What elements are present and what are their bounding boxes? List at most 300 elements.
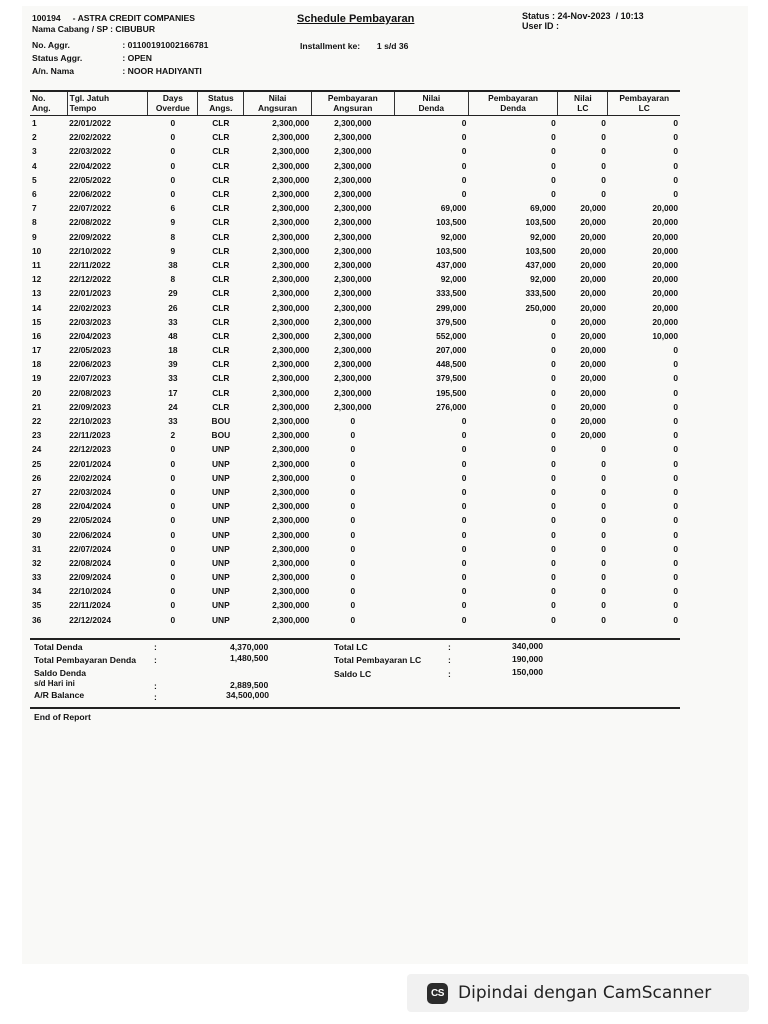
cell-days-overdue: 0 <box>170 132 176 143</box>
col-header-line: LC <box>638 102 650 113</box>
cell-pembayaran-lc: 0 <box>673 174 678 185</box>
cell-tgl-jatuh-tempo: 22/11/2022 <box>69 259 111 270</box>
cell-pembayaran-lc: 0 <box>673 345 678 356</box>
cell-no: 4 <box>32 160 37 171</box>
table-row <box>30 371 680 385</box>
cell-nilai-lc: 0 <box>601 458 606 469</box>
cell-pembayaran-denda: 92,000 <box>530 231 556 242</box>
table-row <box>30 400 680 414</box>
cell-status-angs: CLR <box>212 160 230 171</box>
cell-pembayaran-angsuran: 0 <box>350 572 356 583</box>
cell-tgl-jatuh-tempo: 22/05/2024 <box>69 515 111 526</box>
cell-nilai-angsuran: 2,300,000 <box>272 288 310 299</box>
cell-tgl-jatuh-tempo: 22/06/2024 <box>69 529 111 540</box>
cell-nilai-denda: 0 <box>461 501 467 512</box>
summary-colon: : <box>448 655 451 665</box>
cell-pembayaran-denda: 103,500 <box>525 245 556 256</box>
cell-pembayaran-denda: 69,000 <box>530 203 556 214</box>
summary-colon: : <box>448 642 451 652</box>
cell-status-angs: UNP <box>211 458 230 469</box>
summary-colon: : <box>154 681 157 691</box>
summary-bottom-rule <box>30 707 680 709</box>
cell-nilai-angsuran: 2,300,000 <box>272 458 310 469</box>
cell-nilai-lc: 20,000 <box>580 302 606 313</box>
cell-days-overdue: 0 <box>170 557 176 568</box>
cell-status-angs: UNP <box>211 572 230 583</box>
cell-pembayaran-lc: 0 <box>673 586 678 597</box>
cell-days-overdue: 0 <box>170 572 176 583</box>
cell-no: 33 <box>32 572 42 583</box>
cell-tgl-jatuh-tempo: 22/09/2022 <box>69 231 111 242</box>
col-header-nilai-lc <box>558 91 608 116</box>
cell-nilai-angsuran: 2,300,000 <box>272 316 310 327</box>
cell-pembayaran-angsuran: 2,300,000 <box>334 359 372 370</box>
cell-status-angs: CLR <box>212 387 230 398</box>
col-header-pembayaran-lc <box>608 91 680 116</box>
cell-status-angs: CLR <box>212 174 230 185</box>
cell-no: 29 <box>32 515 42 526</box>
cell-pembayaran-lc: 0 <box>673 472 678 483</box>
cell-nilai-lc: 20,000 <box>580 330 606 341</box>
installment-line <box>300 41 408 51</box>
cell-pembayaran-angsuran: 2,300,000 <box>334 203 372 214</box>
cell-days-overdue: 0 <box>170 472 176 483</box>
cell-days-overdue: 8 <box>170 231 176 242</box>
cell-nilai-lc: 0 <box>601 118 606 129</box>
total-pemb-lc-value: 190,000 <box>512 654 544 664</box>
cell-status-angs: UNP <box>211 444 230 455</box>
col-header-line: Nilai <box>574 93 592 103</box>
cell-nilai-lc: 20,000 <box>580 416 606 427</box>
status-label: Status <box>522 11 550 21</box>
table-bottom-rule <box>30 638 680 640</box>
table-row <box>30 300 680 314</box>
cell-nilai-lc: 0 <box>601 543 606 554</box>
cell-no: 10 <box>32 245 42 256</box>
table-row <box>30 584 680 598</box>
table-row <box>30 513 680 527</box>
cell-no: 22 <box>32 416 42 427</box>
cell-pembayaran-angsuran: 0 <box>350 529 356 540</box>
saldo-denda-value: 2,889,500 <box>230 680 269 690</box>
col-header-line: Pembayaran <box>488 93 538 103</box>
schedule-table <box>30 90 680 627</box>
cell-nilai-denda: 0 <box>461 557 467 568</box>
cell-pembayaran-denda: 0 <box>551 444 556 455</box>
cell-days-overdue: 18 <box>168 345 178 356</box>
cell-pembayaran-lc: 0 <box>673 557 678 568</box>
company-code: 100194 <box>32 13 61 23</box>
cell-pembayaran-denda: 0 <box>551 543 556 554</box>
cell-pembayaran-angsuran: 2,300,000 <box>334 146 372 157</box>
company-line <box>32 13 195 24</box>
cell-pembayaran-lc: 20,000 <box>652 259 678 270</box>
cell-days-overdue: 0 <box>170 543 176 554</box>
table-row <box>30 542 680 556</box>
cell-no: 19 <box>32 373 42 384</box>
cell-nilai-denda: 379,500 <box>436 316 467 327</box>
an-nama-value: : NOOR HADIYANTI <box>122 66 202 76</box>
cell-status-angs: UNP <box>211 600 230 611</box>
cell-no: 7 <box>32 203 37 214</box>
cell-nilai-denda: 0 <box>461 444 467 455</box>
cell-no: 27 <box>32 486 42 497</box>
cell-no: 30 <box>32 529 42 540</box>
cell-nilai-denda: 448,500 <box>436 359 467 370</box>
cell-nilai-angsuran: 2,300,000 <box>272 118 310 129</box>
cell-tgl-jatuh-tempo: 22/10/2024 <box>69 586 111 597</box>
cell-nilai-denda: 437,000 <box>436 259 467 270</box>
cell-pembayaran-lc: 0 <box>673 373 678 384</box>
col-header-line: Angs. <box>209 102 233 113</box>
cell-pembayaran-denda: 0 <box>551 416 556 427</box>
cell-pembayaran-lc: 20,000 <box>652 231 678 242</box>
cell-nilai-lc: 0 <box>601 572 606 583</box>
cell-nilai-denda: 0 <box>461 614 467 625</box>
cell-nilai-denda: 195,500 <box>436 387 467 398</box>
cell-nilai-lc: 20,000 <box>580 231 606 242</box>
cell-tgl-jatuh-tempo: 22/01/2022 <box>69 118 111 129</box>
cell-pembayaran-denda: 0 <box>551 472 556 483</box>
cell-nilai-lc: 0 <box>601 515 606 526</box>
cell-status-angs: CLR <box>212 132 230 143</box>
cell-pembayaran-lc: 0 <box>673 543 678 554</box>
cell-days-overdue: 33 <box>168 373 178 384</box>
cell-nilai-denda: 0 <box>461 529 467 540</box>
cell-pembayaran-lc: 10,000 <box>652 330 678 341</box>
col-header-pembayaran-denda <box>468 91 557 116</box>
table-row <box>30 315 680 329</box>
cell-pembayaran-lc: 0 <box>673 486 678 497</box>
cell-pembayaran-denda: 0 <box>551 486 556 497</box>
cell-days-overdue: 26 <box>168 302 178 313</box>
cell-nilai-lc: 20,000 <box>580 401 606 412</box>
cell-nilai-denda: 0 <box>461 118 467 129</box>
cell-nilai-angsuran: 2,300,000 <box>272 586 310 597</box>
cell-tgl-jatuh-tempo: 22/08/2024 <box>69 557 111 568</box>
cell-no: 8 <box>32 217 37 228</box>
cell-pembayaran-angsuran: 2,300,000 <box>334 330 372 341</box>
cell-tgl-jatuh-tempo: 22/09/2024 <box>69 572 111 583</box>
cell-nilai-angsuran: 2,300,000 <box>272 245 310 256</box>
cell-tgl-jatuh-tempo: 22/11/2024 <box>69 600 111 611</box>
cell-days-overdue: 0 <box>170 529 176 540</box>
cell-pembayaran-lc: 0 <box>673 189 678 200</box>
table-body <box>30 116 680 627</box>
cell-nilai-denda: 103,500 <box>436 245 467 256</box>
cell-pembayaran-lc: 0 <box>673 529 678 540</box>
cell-nilai-denda: 0 <box>461 174 467 185</box>
cell-nilai-lc: 0 <box>601 189 606 200</box>
cell-no: 9 <box>32 231 37 242</box>
cell-tgl-jatuh-tempo: 22/07/2022 <box>69 203 111 214</box>
cell-no: 6 <box>32 189 37 200</box>
cell-nilai-lc: 0 <box>601 444 606 455</box>
cell-pembayaran-denda: 0 <box>551 118 556 129</box>
cell-nilai-angsuran: 2,300,000 <box>272 146 310 157</box>
cell-status-angs: BOU <box>211 416 231 427</box>
cell-tgl-jatuh-tempo: 22/02/2023 <box>69 302 111 313</box>
cell-days-overdue: 9 <box>170 217 176 228</box>
cell-nilai-angsuran: 2,300,000 <box>272 472 310 483</box>
cell-nilai-angsuran: 2,300,000 <box>272 231 310 242</box>
cell-days-overdue: 2 <box>170 430 176 441</box>
cell-tgl-jatuh-tempo: 22/08/2022 <box>69 217 111 228</box>
cell-tgl-jatuh-tempo: 22/02/2022 <box>69 132 111 143</box>
cell-pembayaran-angsuran: 2,300,000 <box>334 160 372 171</box>
cell-status-angs: CLR <box>212 288 230 299</box>
cell-nilai-lc: 0 <box>601 160 606 171</box>
cell-nilai-denda: 0 <box>461 600 467 611</box>
cell-tgl-jatuh-tempo: 22/06/2023 <box>69 359 111 370</box>
cell-days-overdue: 9 <box>170 245 176 256</box>
cell-nilai-denda: 276,000 <box>436 401 467 412</box>
cell-nilai-denda: 0 <box>461 132 467 143</box>
cell-status-angs: CLR <box>212 231 230 242</box>
total-lc-value: 340,000 <box>512 641 544 651</box>
cell-pembayaran-denda: 0 <box>551 132 556 143</box>
cell-status-angs: CLR <box>212 217 230 228</box>
cell-pembayaran-angsuran: 2,300,000 <box>334 302 372 313</box>
cell-tgl-jatuh-tempo: 22/03/2024 <box>69 486 111 497</box>
cell-pembayaran-lc: 20,000 <box>652 203 678 214</box>
cell-pembayaran-denda: 0 <box>551 430 556 441</box>
cell-nilai-denda: 379,500 <box>436 373 467 384</box>
cell-status-angs: UNP <box>211 515 230 526</box>
cell-days-overdue: 24 <box>168 401 178 412</box>
aggr-no-value: : 01100191002166781 <box>122 40 209 50</box>
cell-nilai-angsuran: 2,300,000 <box>272 274 310 285</box>
cell-no: 2 <box>32 132 37 143</box>
cell-days-overdue: 0 <box>170 515 176 526</box>
cell-days-overdue: 0 <box>170 586 176 597</box>
cell-status-angs: CLR <box>212 302 230 313</box>
cell-tgl-jatuh-tempo: 22/09/2023 <box>69 401 111 412</box>
branch-label: Nama Cabang / SP : <box>32 24 114 34</box>
cell-pembayaran-denda: 0 <box>551 189 556 200</box>
cell-nilai-lc: 20,000 <box>580 288 606 299</box>
cell-pembayaran-lc: 0 <box>673 160 678 171</box>
cell-pembayaran-angsuran: 2,300,000 <box>334 174 372 185</box>
col-header-line: Angsuran <box>333 102 373 113</box>
branch-line <box>32 24 155 35</box>
col-header-no <box>30 91 67 116</box>
table-row <box>30 428 680 442</box>
table-row <box>30 598 680 612</box>
table-row <box>30 499 680 513</box>
col-header-tgl-jatuh-tempo <box>67 91 148 116</box>
cell-pembayaran-lc: 20,000 <box>652 288 678 299</box>
cell-tgl-jatuh-tempo: 22/04/2024 <box>69 501 111 512</box>
cell-tgl-jatuh-tempo: 22/04/2022 <box>69 160 111 171</box>
cell-nilai-denda: 0 <box>461 472 467 483</box>
cell-status-angs: CLR <box>212 316 230 327</box>
cell-no: 21 <box>32 401 42 412</box>
cell-pembayaran-denda: 0 <box>551 160 556 171</box>
cell-nilai-angsuran: 2,300,000 <box>272 416 310 427</box>
col-header-nilai-angsuran <box>244 91 312 116</box>
cell-no: 16 <box>32 330 42 341</box>
user-id-label: User ID : <box>522 21 560 31</box>
cell-nilai-lc: 20,000 <box>580 373 606 384</box>
table-row <box>30 286 680 300</box>
cell-nilai-angsuran: 2,300,000 <box>272 359 310 370</box>
col-header-line: Pembayaran <box>619 93 670 103</box>
cell-pembayaran-angsuran: 2,300,000 <box>334 231 372 242</box>
cell-pembayaran-angsuran: 2,300,000 <box>334 316 372 327</box>
cell-status-angs: CLR <box>212 373 230 384</box>
cell-tgl-jatuh-tempo: 22/11/2023 <box>69 430 111 441</box>
cell-nilai-angsuran: 2,300,000 <box>272 132 310 143</box>
cell-nilai-angsuran: 2,300,000 <box>272 529 310 540</box>
cell-pembayaran-denda: 0 <box>551 458 556 469</box>
cell-tgl-jatuh-tempo: 22/03/2022 <box>69 146 111 157</box>
ar-balance-value: 34,500,000 <box>226 690 270 700</box>
cell-pembayaran-denda: 0 <box>551 373 556 384</box>
cell-days-overdue: 0 <box>170 174 176 185</box>
cell-no: 23 <box>32 430 42 441</box>
cell-days-overdue: 0 <box>170 458 176 469</box>
total-lc-label: Total LC <box>334 642 368 652</box>
cell-no: 3 <box>32 146 37 157</box>
cell-nilai-angsuran: 2,300,000 <box>272 259 310 270</box>
cell-nilai-angsuran: 2,300,000 <box>272 401 310 412</box>
cell-pembayaran-lc: 0 <box>673 430 678 441</box>
col-header-line: Nilai <box>268 93 287 103</box>
col-header-line: Overdue <box>155 102 190 113</box>
aggr-no-label: No. Aggr. <box>32 40 70 50</box>
cell-no: 18 <box>32 359 42 370</box>
total-denda-value: 4,370,000 <box>230 642 269 652</box>
summary-total-denda <box>34 642 83 653</box>
col-header-line: Days <box>162 93 183 103</box>
cell-days-overdue: 0 <box>170 600 176 611</box>
cell-pembayaran-angsuran: 2,300,000 <box>334 373 372 384</box>
cell-nilai-lc: 0 <box>601 557 606 568</box>
cell-nilai-lc: 20,000 <box>580 259 606 270</box>
cell-tgl-jatuh-tempo: 22/01/2023 <box>69 288 111 299</box>
cell-nilai-angsuran: 2,300,000 <box>272 614 310 625</box>
cell-status-angs: CLR <box>212 259 230 270</box>
cell-days-overdue: 8 <box>170 274 176 285</box>
cell-nilai-denda: 103,500 <box>436 217 467 228</box>
table-header-row <box>30 91 680 116</box>
cell-status-angs: CLR <box>212 345 230 356</box>
cell-nilai-lc: 0 <box>601 472 606 483</box>
cell-no: 1 <box>32 118 37 129</box>
cell-tgl-jatuh-tempo: 22/08/2023 <box>69 387 111 398</box>
cell-pembayaran-angsuran: 0 <box>350 444 356 455</box>
summary-colon: : <box>154 655 157 665</box>
cell-days-overdue: 29 <box>168 288 178 299</box>
table-row <box>30 130 680 144</box>
cell-nilai-lc: 20,000 <box>580 316 606 327</box>
cell-pembayaran-denda: 0 <box>551 401 556 412</box>
cell-nilai-denda: 0 <box>461 586 467 597</box>
col-header-line: Tgl. Jatuh <box>69 93 110 103</box>
summary-colon: : <box>448 669 451 679</box>
end-of-report: End of Report <box>34 712 91 722</box>
cell-nilai-lc: 0 <box>601 586 606 597</box>
cell-nilai-angsuran: 2,300,000 <box>272 189 310 200</box>
cell-nilai-lc: 20,000 <box>580 217 606 228</box>
time-value: / 10:13 <box>615 11 644 21</box>
cell-pembayaran-denda: 0 <box>551 600 556 611</box>
cell-pembayaran-lc: 0 <box>673 614 678 625</box>
table-row <box>30 329 680 343</box>
cell-no: 35 <box>32 600 42 611</box>
cell-nilai-denda: 0 <box>461 189 467 200</box>
total-pemb-denda-label: Total Pembayaran Denda <box>34 655 137 665</box>
cell-days-overdue: 0 <box>170 614 176 625</box>
cell-nilai-angsuran: 2,300,000 <box>272 330 310 341</box>
cell-nilai-lc: 20,000 <box>580 203 606 214</box>
cell-pembayaran-angsuran: 0 <box>350 557 356 568</box>
cell-pembayaran-angsuran: 0 <box>350 416 356 427</box>
cell-no: 13 <box>32 288 42 299</box>
cell-nilai-denda: 0 <box>461 572 467 583</box>
table-row <box>30 471 680 485</box>
table-row <box>30 527 680 541</box>
cell-pembayaran-angsuran: 0 <box>350 486 356 497</box>
cell-nilai-denda: 0 <box>461 146 467 157</box>
cell-nilai-denda: 92,000 <box>440 274 467 285</box>
cell-nilai-lc: 20,000 <box>580 430 606 441</box>
cell-nilai-lc: 0 <box>601 174 606 185</box>
branch-value: CIBUBUR <box>115 24 156 34</box>
cell-status-angs: CLR <box>212 330 230 341</box>
cell-pembayaran-angsuran: 0 <box>350 501 356 512</box>
cell-pembayaran-lc: 0 <box>673 444 678 455</box>
table-row <box>30 442 680 456</box>
cell-pembayaran-angsuran: 2,300,000 <box>334 245 372 256</box>
cell-nilai-angsuran: 2,300,000 <box>272 501 310 512</box>
cell-nilai-denda: 0 <box>461 458 467 469</box>
cell-status-angs: BOU <box>211 430 231 441</box>
cell-status-angs: CLR <box>212 401 230 412</box>
cell-pembayaran-lc: 20,000 <box>652 274 678 285</box>
cell-pembayaran-denda: 437,000 <box>525 259 556 270</box>
installment-value: 1 s/d 36 <box>376 41 409 51</box>
cell-pembayaran-angsuran: 0 <box>350 472 356 483</box>
table-row <box>30 173 680 187</box>
cell-nilai-denda: 0 <box>461 515 467 526</box>
table-row <box>30 215 680 229</box>
cell-pembayaran-lc: 0 <box>673 359 678 370</box>
cell-nilai-denda: 552,000 <box>436 330 467 341</box>
saldo-denda-label: Saldo Denda <box>34 668 87 678</box>
table-row <box>30 187 680 201</box>
an-nama-label: A/n. Nama <box>32 66 75 76</box>
col-header-days-overdue <box>148 91 198 116</box>
cell-pembayaran-denda: 250,000 <box>525 302 556 313</box>
col-header-line: LC <box>577 102 589 113</box>
cell-pembayaran-lc: 0 <box>673 458 678 469</box>
status-aggr-line <box>32 53 152 64</box>
cell-nilai-angsuran: 2,300,000 <box>272 203 310 214</box>
cell-status-angs: UNP <box>211 557 230 568</box>
table-row <box>30 230 680 244</box>
cell-nilai-lc: 0 <box>601 132 606 143</box>
col-header-line: Denda <box>418 102 445 113</box>
summary-colon: : <box>154 692 157 702</box>
cell-pembayaran-lc: 20,000 <box>652 316 678 327</box>
cell-pembayaran-angsuran: 2,300,000 <box>334 189 372 200</box>
cell-nilai-angsuran: 2,300,000 <box>272 444 310 455</box>
cell-pembayaran-lc: 0 <box>673 132 678 143</box>
cell-no: 14 <box>32 302 42 313</box>
cell-pembayaran-angsuran: 2,300,000 <box>334 274 372 285</box>
